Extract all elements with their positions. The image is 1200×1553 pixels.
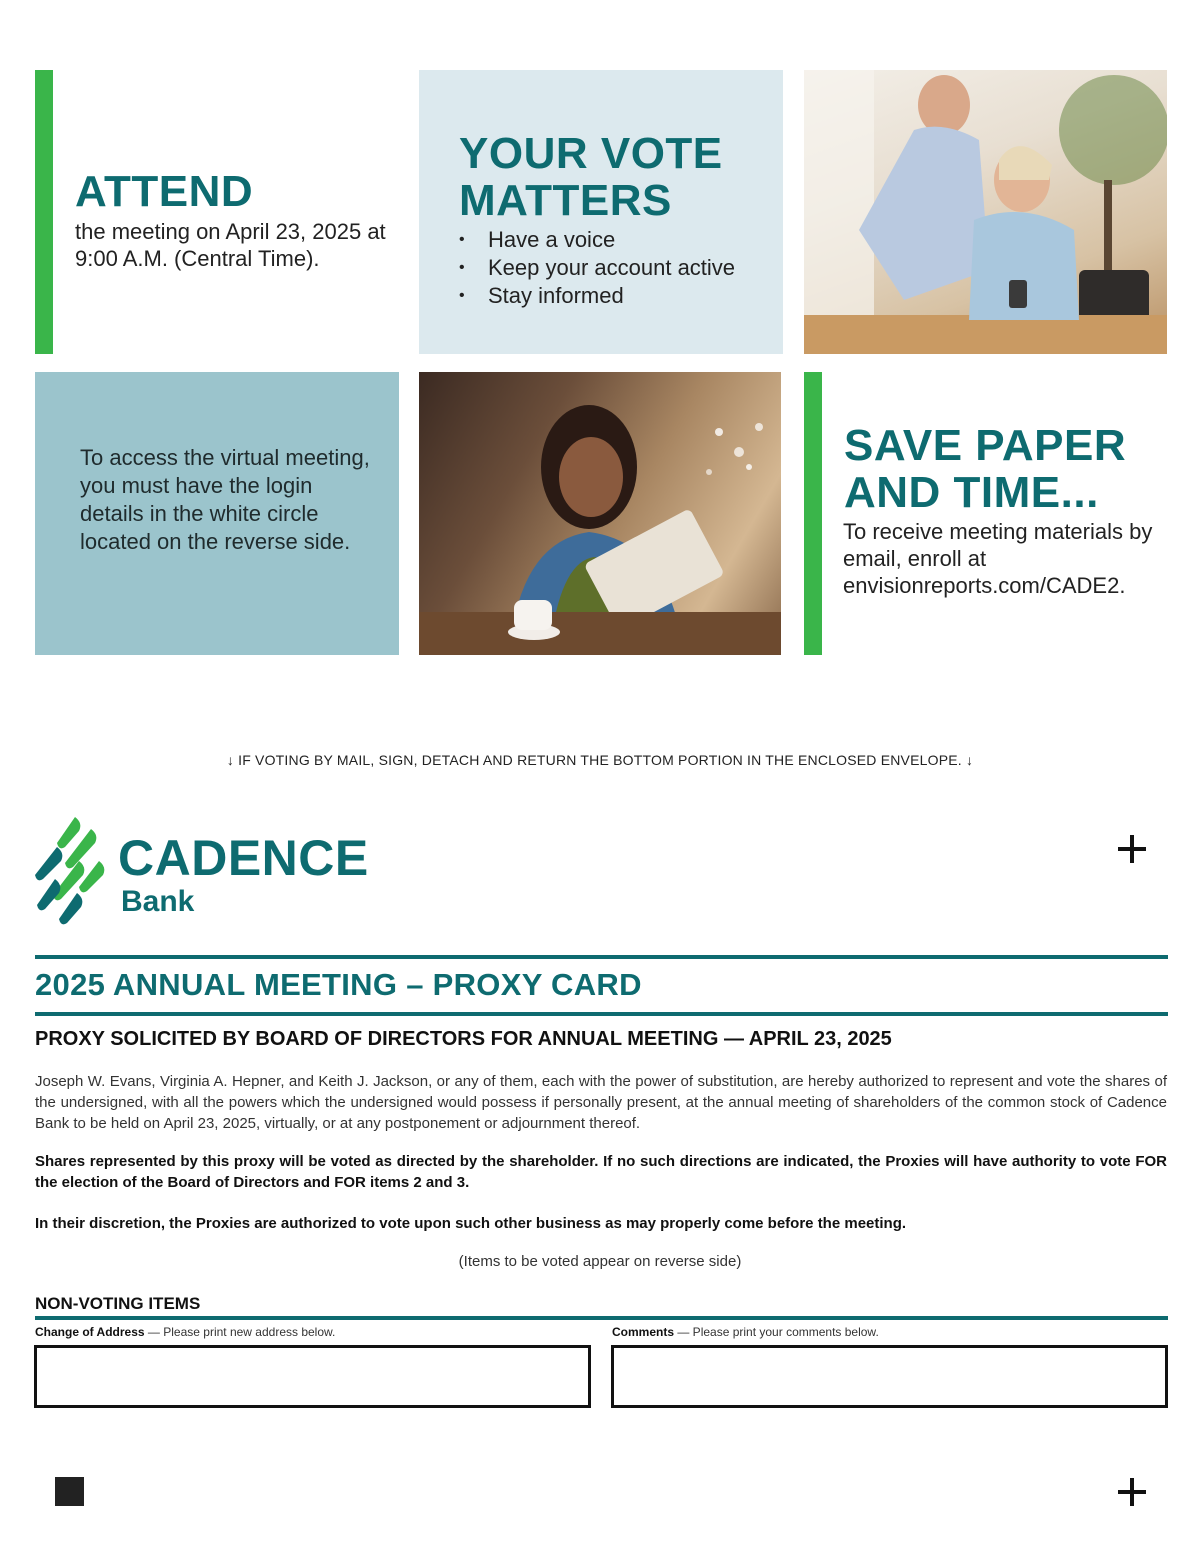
photo-woman-tablet [419, 372, 781, 655]
attend-tile [35, 70, 400, 354]
photo-couple-illustration [804, 70, 1167, 354]
non-voting-items-heading: NON-VOTING ITEMS [35, 1294, 201, 1313]
list-item: • Stay informed [459, 282, 735, 310]
vote-benefits-list [459, 226, 735, 310]
vote-heading: YOUR VOTE MATTERS [459, 129, 723, 225]
photo-couple [804, 70, 1167, 354]
cadence-bank-logo [35, 817, 369, 929]
divider [35, 955, 1168, 959]
list-item: • Have a voice [459, 226, 735, 254]
change-of-address-title: Change of Address [35, 1325, 145, 1339]
proxy-authorization-text: Joseph W. Evans, Virginia A. Hepner, and Keith J. Jackson, or any of them, each with the power of substitution, are hereby authorized to represent and vote the shares of the undersigned, with all the powers which the undersigned would possess if personally present, at the annual meeting of shareholders of the common stock of Cadence Bank to be held on April 23, 2025, virtually, or at any postponement or adjournment thereof. [35, 1073, 1167, 1132]
vote-matters-tile [419, 70, 783, 354]
comments-hint: — Please print your comments below. [674, 1325, 879, 1339]
accent-bar [35, 70, 53, 354]
change-of-address-hint: — Please print new address below. [144, 1325, 336, 1339]
proxy-voting-directions: Shares represented by this proxy will be voted as directed by the shareholder. If no such directions are indicated, the Proxies will have authority to vote FOR the election of the Board of Directors and FOR items 2 and 3. [35, 1153, 1167, 1191]
comments-field[interactable] [611, 1345, 1168, 1408]
save-paper-heading: SAVE PAPER AND TIME... [844, 421, 1127, 517]
registration-plus-icon [1118, 835, 1146, 863]
detach-instruction: ↓ IF VOTING BY MAIL, SIGN, DETACH AND RETURN THE BOTTOM PORTION IN THE ENCLOSED ENVELOPE. ↓ [226, 752, 974, 768]
registration-plus-icon [1118, 1478, 1146, 1506]
logo-wordmark: CADENCE [118, 830, 369, 886]
divider [35, 1316, 1168, 1320]
save-paper-text: To receive meeting materials by email, enroll at envisionreports.com/CADE2. [843, 519, 1153, 598]
logo-subtitle: Bank [121, 885, 195, 918]
divider [35, 1012, 1168, 1016]
change-of-address-field[interactable] [34, 1345, 591, 1408]
proxy-card-title: 2025 ANNUAL MEETING – PROXY CARD [35, 967, 642, 1002]
list-item: • Keep your account active [459, 254, 735, 282]
attend-details: the meeting on April 23, 2025 at 9:00 A.M. (Central Time). [75, 219, 386, 271]
comments-label [612, 1324, 879, 1340]
proxy-card-subtitle: PROXY SOLICITED BY BOARD OF DIRECTORS FOR ANNUAL MEETING — APRIL 23, 2025 [35, 1028, 892, 1050]
accent-bar [804, 372, 822, 655]
attend-heading: ATTEND [75, 167, 254, 216]
change-of-address-label [35, 1324, 335, 1340]
proxy-discretion-text: In their discretion, the Proxies are authorized to vote upon such other business as may properly come before the meeting. [35, 1215, 907, 1232]
photo-woman-tablet-illustration [419, 372, 781, 655]
items-note: (Items to be voted appear on reverse side) [458, 1253, 742, 1270]
virtual-meeting-tile [35, 372, 399, 655]
save-paper-tile [804, 372, 1167, 655]
cadence-logo-mark-icon [35, 817, 105, 929]
comments-title: Comments [612, 1325, 675, 1339]
registration-square-mark [55, 1477, 84, 1506]
virtual-access-text: To access the virtual meeting, you must have the login details in the white circle located on the reverse side. [80, 445, 370, 554]
